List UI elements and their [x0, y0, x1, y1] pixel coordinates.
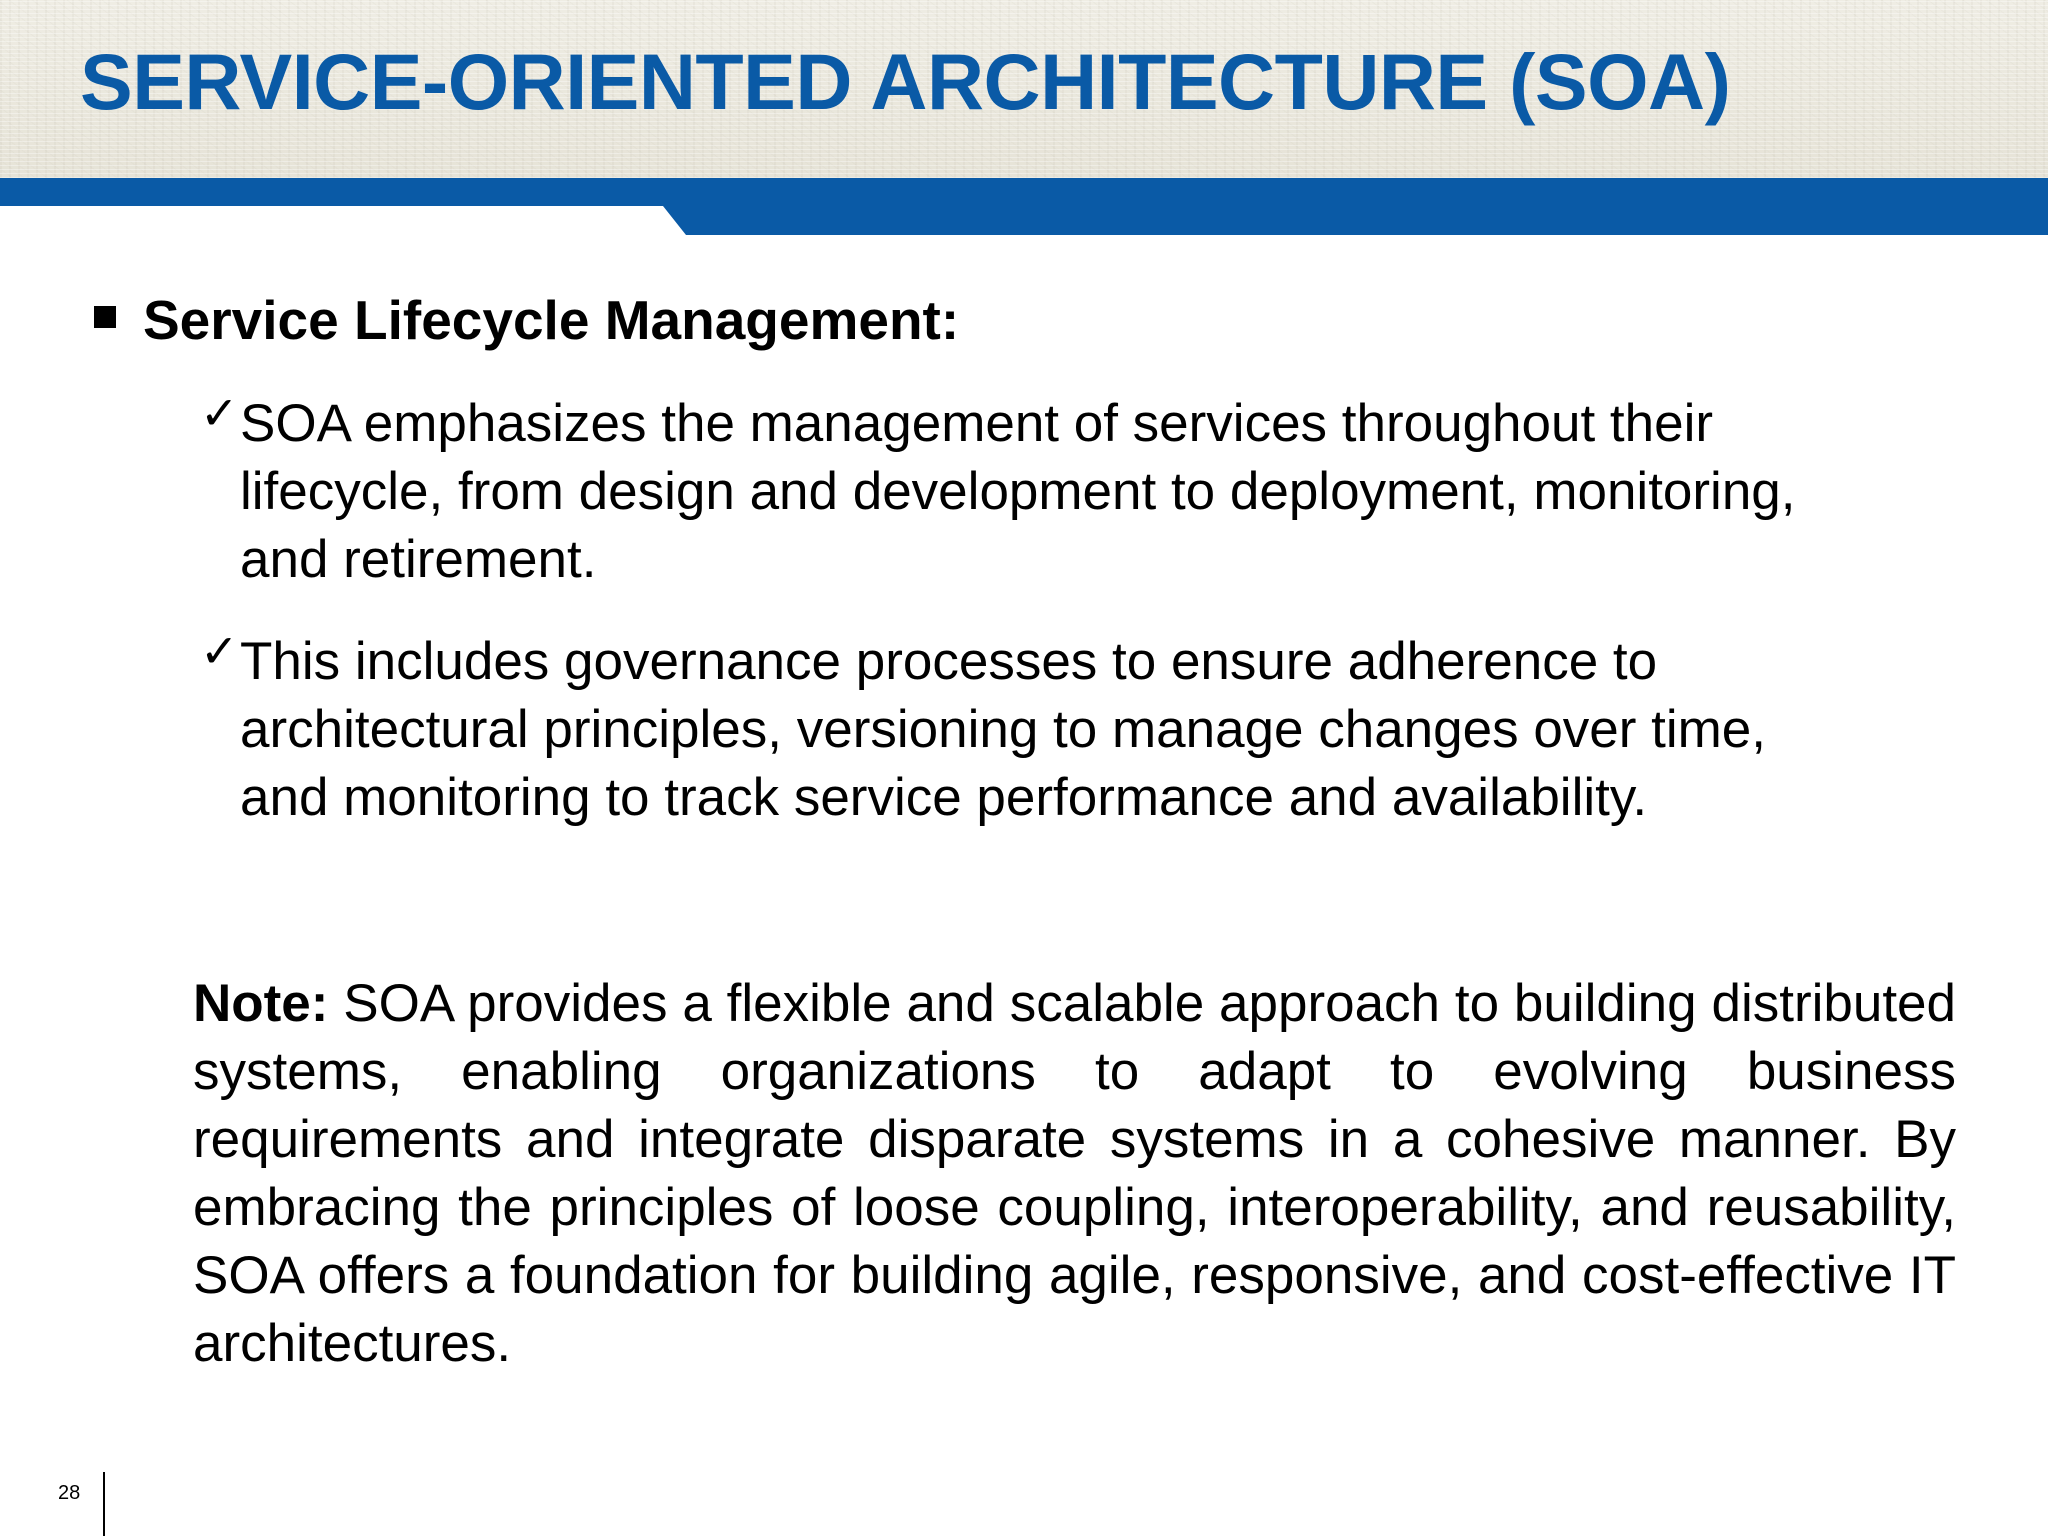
point-line: This includes governance processes to ensure adherence to [240, 632, 1658, 691]
point-line: lifecycle, from design and development to deployment, monitoring, [240, 462, 1796, 521]
page-number: 28 [58, 1482, 81, 1504]
note-text: SOA provides a flexible and scalable approach to building distributed systems, enabling organizations to adapt to evolving business requirements and integrate disparate systems in a cohesive manner. By embracing the principles of loose coupling, interoperability, and reusability, SOA offers a foundation for building agile, responsive, and cost-effective IT architectures. [193, 974, 1957, 1373]
check-mark-icon: ✓ [200, 624, 239, 678]
lifecycle-point-2 [240, 628, 1940, 832]
check-mark-icon: ✓ [200, 386, 239, 440]
point-line: and retirement. [240, 530, 597, 589]
page-number-divider [103, 1472, 105, 1536]
point-line: architectural principles, versioning to manage changes over time, [240, 700, 1767, 759]
square-bullet-icon [94, 306, 116, 328]
slide-title: SERVICE-ORIENTED ARCHITECTURE (SOA) [80, 37, 1731, 126]
point-line: and monitoring to track service performance and availability. [240, 768, 1648, 827]
lifecycle-point-1 [240, 390, 1940, 594]
point-line: SOA emphasizes the management of services throughout their [240, 394, 1714, 453]
section-heading: Service Lifecycle Management: [143, 289, 960, 351]
note-label: Note: [193, 974, 329, 1033]
note-paragraph [193, 970, 1956, 1378]
